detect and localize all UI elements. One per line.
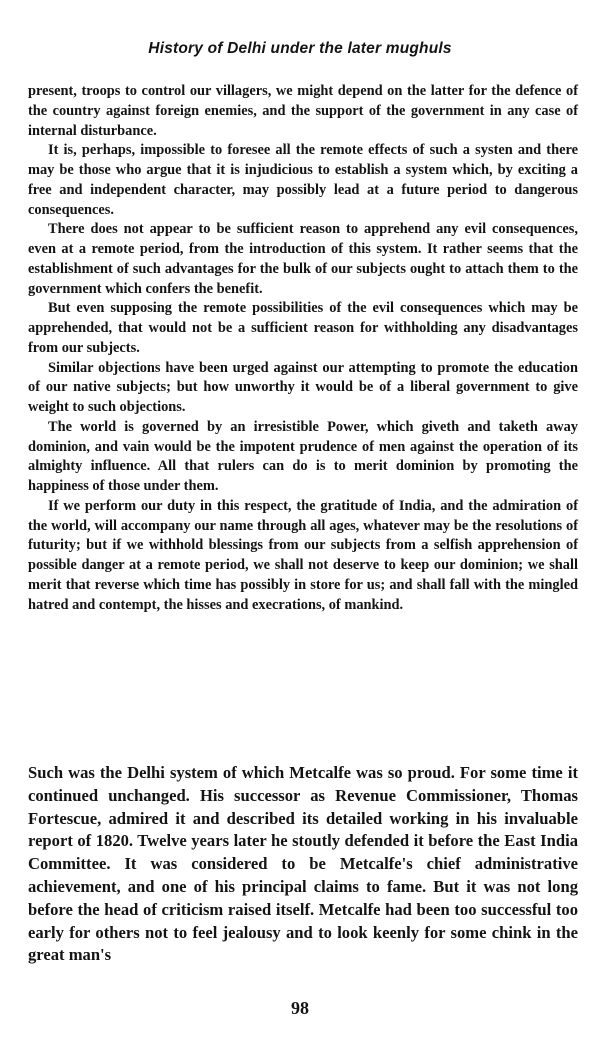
- body-paragraph: Such was the Delhi system of which Metcalfe was so proud. For some time it continued unchanged. His successor as Revenue Commissioner, Thomas Fortescue, admired it and described its detailed working in his invaluable report of 1820. Twelve years later he stoutly defended it before the East India Committee. It was considered to be Metcalfe's chief administrative achievement, and one of his principal claims to fame. But it was not long before the head of criticism raised itself. Metcalfe had been too successful too early for others not to feel jealousy and to look keenly for some chink in the great man's: [28, 763, 578, 965]
- body-text: [28, 762, 578, 967]
- running-head: History of Delhi under the later mughuls: [148, 40, 452, 57]
- quote-paragraph: If we perform our duty in this respect, the gratitude of India, and the admiration of the world, will accompany our name through all ages, whatever may be the resolutions of futurity; but if we withhold blessings from our subjects from a selfish apprehension of possible danger at a remote period, we shall not deserve to keep our dominion; we shall merit that reverse which time has possibly in store for us; and shall fall with the mingled hatred and contempt, the hisses and execrations, of mankind.: [28, 497, 578, 613]
- quote-paragraph: The world is governed by an irresistible Power, which giveth and taketh away dominion, and vain would be the impotent prudence of men against the operation of its almighty influence. All that rulers can do is to merit dominion by promoting the happiness of those under them.: [28, 418, 578, 494]
- quote-paragraph: present, troops to control our villagers, we might depend on the latter for the defence of the country against foreign enemies, and the support of the government in any case of internal disturbance.: [28, 83, 578, 139]
- quote-paragraph: There does not appear to be sufficient reason to apprehend any evil consequences, even at a remote period, from the introduction of this system. It rather seems that the establishment of such advantages for the bulk of our subjects ought to attach them to the government which confers the benefit.: [28, 221, 578, 297]
- block-quote: [28, 82, 578, 615]
- quote-paragraph: Similar objections have been urged against our attempting to promote the education of our native subjects; but how unworthy it would be of a liberal government to give weight to such objections.: [28, 359, 578, 415]
- quote-paragraph: It is, perhaps, impossible to foresee all the remote effects of such a systen and there may be those who argue that it is injudicious to establish a system which, by exciting a free and independent character, may possibly lead at a future period to dangerous consequences.: [28, 142, 578, 218]
- page-number: 98: [291, 998, 309, 1018]
- quote-paragraph: But even supposing the remote possibilities of the evil consequences which may be apprehended, that would not be a sufficient reason for withholding any disadvantages from our subjects.: [28, 300, 578, 356]
